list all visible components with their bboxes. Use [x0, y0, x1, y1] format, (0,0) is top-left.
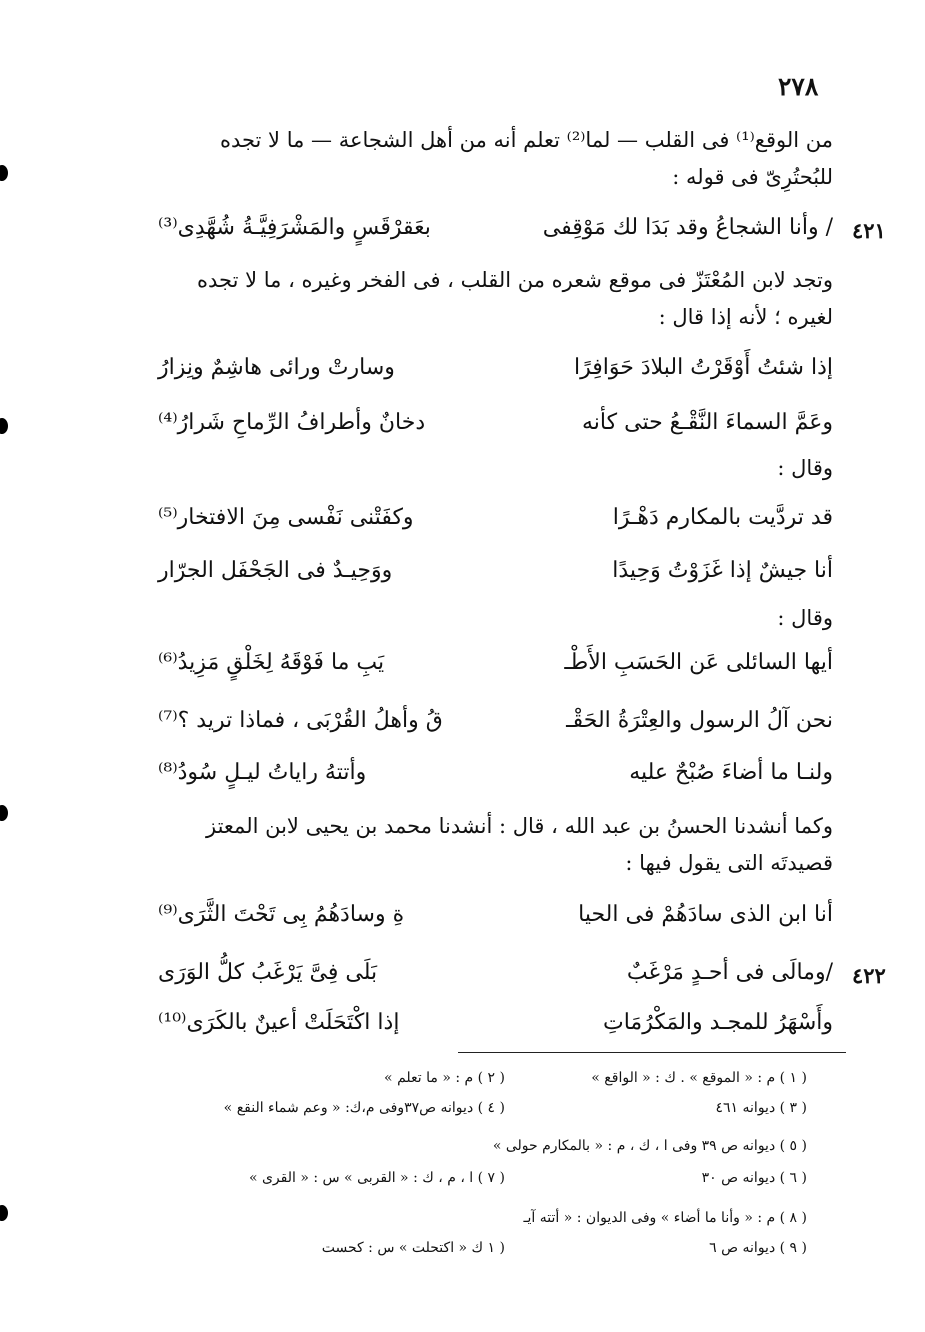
footnote-5: ( ٥ ) ديوانه ص ٣٩ وفى ا ، ك ، م : « بالمكارم حولى » — [492, 1138, 807, 1154]
verse-second-hemistich: وكفَتْنى نَفْسى مِنَ الافتخار⁽⁵⁾ — [158, 505, 414, 530]
scan-edge-mark — [0, 165, 8, 181]
verse-first-hemistich: ولنـا ما أضاءَ صُبْحٌ عليه — [629, 760, 833, 785]
page-number: ٢٧٨ — [778, 72, 819, 101]
ibn-mutazz-line-2: لغيره ؛ لأنه إذا قال : — [658, 305, 833, 329]
verse-second-hemistich: قُ وأهلُ القُرْبَى ، فماذا تريد ؟⁽⁷⁾ — [158, 708, 443, 733]
verse-first-hemistich: نحن آلُ الرسول والعِتْرَةُ الحَقْـ — [566, 708, 833, 733]
poem2-verse-1 — [158, 505, 833, 551]
kama-line-1: وكما أنشدنا الحسنُ بن عبد الله ، قال : أنشدنا محمد بن يحيى لابن المعتز — [206, 814, 833, 838]
poem4-verse-2 — [158, 960, 833, 1006]
margin-number-422: ٤٢٢ — [852, 963, 886, 988]
verse-second-hemistich: وسارتْ ورائى هاشِمٌ ونِزارُ — [158, 355, 395, 380]
footnote-3: ( ٣ ) ديوانه ٤٦١ — [715, 1100, 807, 1116]
verse-first-hemistich: أيها السائلى عَن الحَسَبِ الأَطْـ — [564, 650, 833, 675]
poem3-verse-1 — [158, 650, 833, 696]
verse-first-hemistich: قد تردَّيت بالمكارم دَهْـرًا — [612, 505, 833, 530]
footnote-10: ( ١ ك « اكتحلت » س : كحست — [321, 1240, 505, 1256]
qala-2: وقال : — [777, 606, 833, 630]
verse-second-hemistich: وأتتهُ راياتُ ليـلٍ سُودُ⁽⁸⁾ — [158, 760, 367, 785]
scan-edge-mark — [0, 1205, 8, 1221]
verse-first-hemistich: وعَمَّ السماءَ النَّقْـعُ حتى كأنه — [582, 410, 833, 435]
intro-paragraph — [150, 122, 833, 196]
footnote-9: ( ٩ ) ديوانه ص ٦ — [709, 1240, 807, 1256]
poem4-verse-3 — [158, 1010, 833, 1056]
ibn-mutazz-intro — [150, 262, 833, 336]
intro-line-1: من الوقع⁽¹⁾ فى القلب — لما⁽²⁾ تعلم أنه من أهل الشجاعة — ما لا تجده — [219, 128, 833, 152]
verse-second-hemistich: يَبِ ما فَوْقَهُ لِخَلْقٍ مَزِيدُ⁽⁶⁾ — [158, 650, 385, 675]
footnote-2: ( ٢ ) م : « ما تعلم » — [384, 1070, 505, 1086]
scan-edge-mark — [0, 805, 8, 821]
verse-first-hemistich: / وأنا الشجاعُ وقد بَدَا لك مَوْقِفى — [542, 215, 833, 240]
verse-second-hemistich: بَلَى فِىَّ يَرْغَبُ كلُّ الوَرَى — [158, 960, 378, 985]
verse-421 — [158, 215, 833, 261]
verse-first-hemistich: /ومالَى فى أحـدٍ مَرْغَبٌ — [626, 960, 833, 985]
poem2-verse-2 — [158, 558, 833, 604]
ibn-mutazz-line-1: وتجد لابن المُعْتَزّ فى موقع شعره من القلب ، فى الفخر وغيره ، ما لا تجده — [197, 268, 833, 292]
verse-first-hemistich: وأَسْهَرُ للمجـد والمَكْرُمَاتِ — [603, 1010, 833, 1035]
footnote-4: ( ٤ ) ديوانه ص٣٧وفى م،ك: « وعم شماء النقع » — [223, 1100, 505, 1116]
verse-first-hemistich: إذا شئتُ أَوْقَرْتُ البلادَ حَوَافِرًا — [574, 355, 833, 380]
footnote-6: ( ٦ ) ديوانه ص ٣٠ — [701, 1170, 807, 1186]
kama-paragraph — [150, 808, 833, 882]
qala-1: وقال : — [777, 456, 833, 480]
poem3-verse-3 — [158, 760, 833, 806]
intro-line-2: للبُحتُرِىّ فى قوله : — [672, 165, 833, 189]
verse-second-hemistich: دخانٌ وأطرافُ الرِّماحِ شَرارُ⁽⁴⁾ — [158, 410, 426, 435]
verse-second-hemistich: إذا اكْتَحَلَتْ أعينٌ بالكَرَى⁽¹⁰⁾ — [158, 1010, 400, 1035]
verse-second-hemistich: بعَقرْقَسٍ والمَشْرَفِيَّـةُ شُهَّدِى⁽³⁾ — [158, 215, 431, 240]
verse-second-hemistich: ةِ وسادَهُمُ بِى تَحْتَ الثَّرَى⁽⁹⁾ — [158, 902, 405, 927]
footnote-divider — [458, 1052, 846, 1053]
margin-number-421: ٤٢١ — [852, 218, 886, 243]
verse-second-hemistich: ووَحِيـدٌ فى الجَحْفَل الجرّار — [158, 558, 393, 583]
footnote-1: ( ١ ) م : « الموقع » . ك : « الواقع » — [591, 1070, 807, 1086]
scan-edge-mark — [0, 418, 8, 434]
verse-first-hemistich: أنا ابن الذى سادَهُمْ فى الحيا — [578, 902, 833, 927]
poem3-verse-2 — [158, 708, 833, 754]
poem4-verse-1 — [158, 902, 833, 948]
footnote-8: ( ٨ ) م : « وأنا ما أضاء » وفى الديوان : « أتته آيـ — [523, 1210, 807, 1226]
kama-line-2: قصيدتَه التى يقول فيها : — [625, 851, 833, 875]
verse-first-hemistich: أنا جيشٌ إذا غَزَوْتُ وَحِيدًا — [612, 558, 833, 583]
footnote-7: ( ٧ ) ا ، م ، ك : « القربى » س : « القرى » — [248, 1170, 505, 1186]
poem1-verse-1 — [158, 355, 833, 401]
